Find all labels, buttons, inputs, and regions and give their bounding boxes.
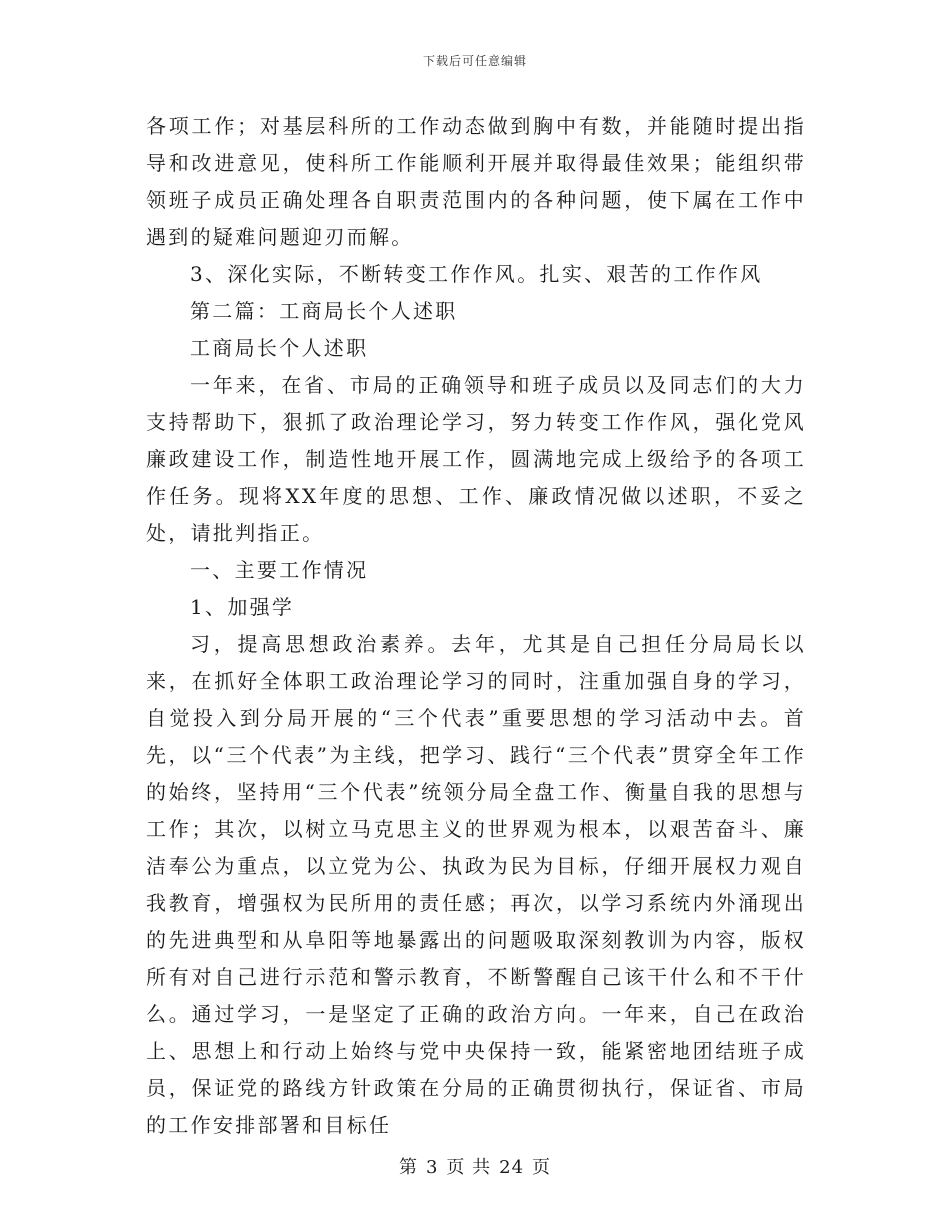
paragraph-study: 习，提高思想政治素养。去年，尤其是自己担任分局局长以来，在抓好全体职工政治理论学习的同时，注重加强自身的学习，自觉投入到分局开展的“三个代表”重要思想的学习活动中去。首先，以“三个代表”为主线，把学习、践行“三个代表”贯穿全年工作的始终，坚持用“三个代表”统领分局全盘工作、衡量自我的思想与工作；其次，以树立马克思主义的世界观为根本，以艰苦奋斗、廉洁奉公为重点，以立党为公、执政为民为目标，仔细开展权力观自我教育，增强权为民所用的责任感；再次，以学习系统内外涌现出的先进典型和从阜阳等地暴露出的问题吸取深刻教训为内容，版权所有对自己进行示范和警示教育，不断警醒自己该干什么和不干什么。通过学习，一是坚定了正确的政治方向。一年来，自己在政治上、思想上和行动上始终与党中央保持一致，能紧密地团结班子成员，保证党的路线方针政策在分局的正确贯彻执行，保证省、市局的工作安排部署和目标任	[146, 632, 806, 1137]
footer-middle: 页 共	[446, 1157, 492, 1178]
paragraph-intro: 一年来，在省、市局的正确领导和班子成员以及同志们的大力支持帮助下，狠抓了政治理论学习，努力转变工作作风，强化党风廉政建设工作，制造性地开展工作，圆满地完成上级给予的各项工作任务。现将XX年度的思想、工作、廉政情况做以述职，不妥之处，请批判指正。	[146, 373, 806, 545]
document-body	[146, 108, 806, 1144]
footer-total-pages: 24	[499, 1157, 525, 1178]
section-title: 第二篇：工商局长个人述职	[190, 299, 458, 323]
paragraph-2: 3、深化实际，不断转变工作作风。扎实、艰苦的工作作风	[190, 262, 763, 286]
document-title: 工商局长个人述职	[190, 336, 369, 360]
paragraph-1: 各项工作；对基层科所的工作动态做到胸中有数，并能随时提出指导和改进意见，使科所工作能顺利开展并取得最佳效果；能组织带领班子成员正确处理各自职责范围内的各种问题，使下属在工作中遇到的疑难问题迎刃而解。	[146, 114, 806, 249]
footer-current-page: 3	[425, 1157, 439, 1178]
page-number-footer	[0, 1153, 950, 1179]
footer-prefix: 第	[398, 1157, 418, 1178]
heading-item-1: 1、加强学	[190, 595, 295, 619]
footer-suffix: 页	[532, 1157, 552, 1178]
heading-main-work: 一、主要工作情况	[190, 558, 369, 582]
page-header-note: 下载后可任意编辑	[422, 54, 527, 68]
